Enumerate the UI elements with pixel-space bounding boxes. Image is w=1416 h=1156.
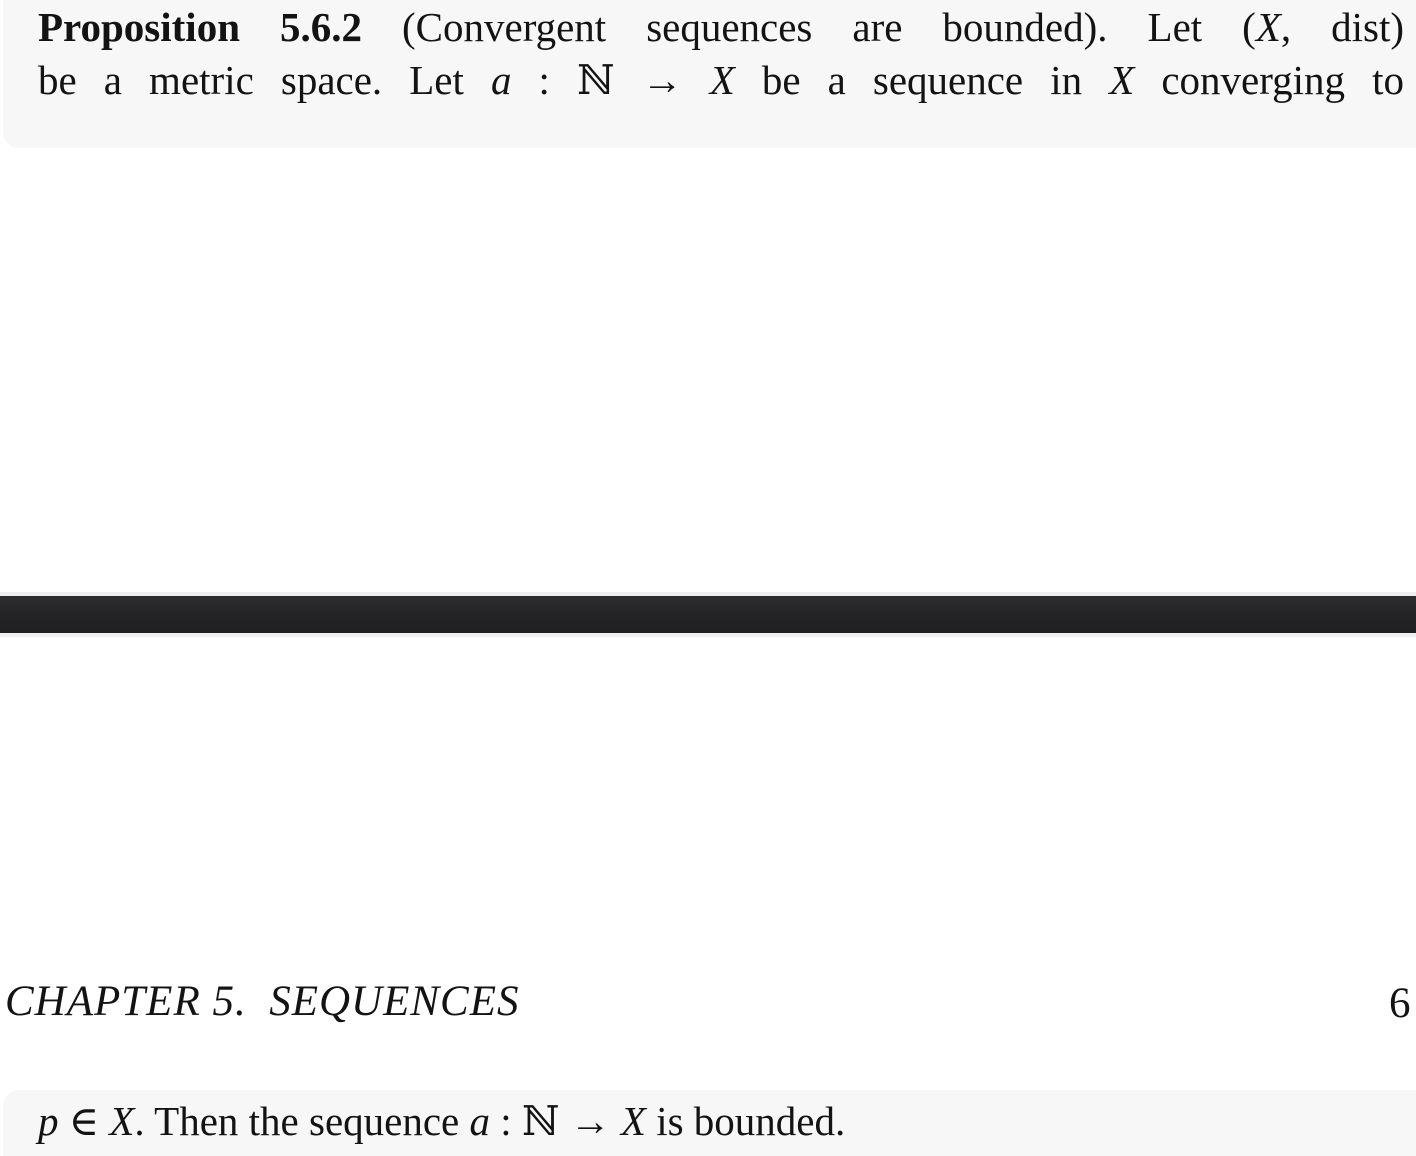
page-separator-bar bbox=[0, 596, 1416, 633]
text-segment: ℕ bbox=[577, 56, 615, 104]
text-segment: (Convergent sequences are bounded). Let ( bbox=[362, 4, 1256, 50]
proposition-text-line-1 bbox=[38, 1, 1404, 54]
text-segment: ∈ bbox=[58, 1098, 110, 1144]
proposition-text-line-3 bbox=[38, 1095, 1404, 1148]
text-segment: converging to bbox=[1134, 57, 1404, 103]
running-header-chapter: CHAPTER 5. SEQUENCES bbox=[5, 978, 520, 1025]
proposition-text-line-2 bbox=[38, 54, 1404, 107]
proposition-text bbox=[38, 1, 1404, 107]
text-segment: X bbox=[620, 1098, 646, 1144]
text-segment: be a metric space. Let bbox=[38, 57, 491, 103]
text-segment: a bbox=[469, 1098, 490, 1144]
text-segment: is bounded. bbox=[645, 1098, 846, 1144]
text-segment: p bbox=[38, 1098, 59, 1144]
proposition-highlight-top bbox=[3, 0, 1416, 148]
text-segment: X bbox=[709, 57, 735, 103]
text-segment: X bbox=[109, 1098, 135, 1144]
text-segment: be a sequence in bbox=[734, 57, 1110, 103]
text-segment: Proposition 5.6.2 bbox=[38, 4, 362, 50]
page-separator bbox=[0, 592, 1416, 637]
text-segment: X bbox=[1109, 57, 1135, 103]
text-segment: ℕ bbox=[521, 1097, 560, 1145]
text-segment: a bbox=[490, 57, 512, 103]
text-segment: . Then the sequence bbox=[134, 1098, 470, 1144]
text-segment: → bbox=[559, 1098, 621, 1144]
proposition-continuation-text bbox=[38, 1095, 1404, 1148]
page-separator-edge-bottom bbox=[0, 633, 1416, 637]
text-segment: : bbox=[490, 1098, 522, 1144]
text-segment: → bbox=[614, 57, 710, 103]
page-number: 6 bbox=[1389, 980, 1411, 1027]
text-segment: X bbox=[1255, 4, 1281, 50]
proposition-highlight-bottom bbox=[3, 1090, 1416, 1156]
text-segment: : bbox=[511, 57, 578, 103]
text-segment: , dist) bbox=[1280, 4, 1404, 50]
